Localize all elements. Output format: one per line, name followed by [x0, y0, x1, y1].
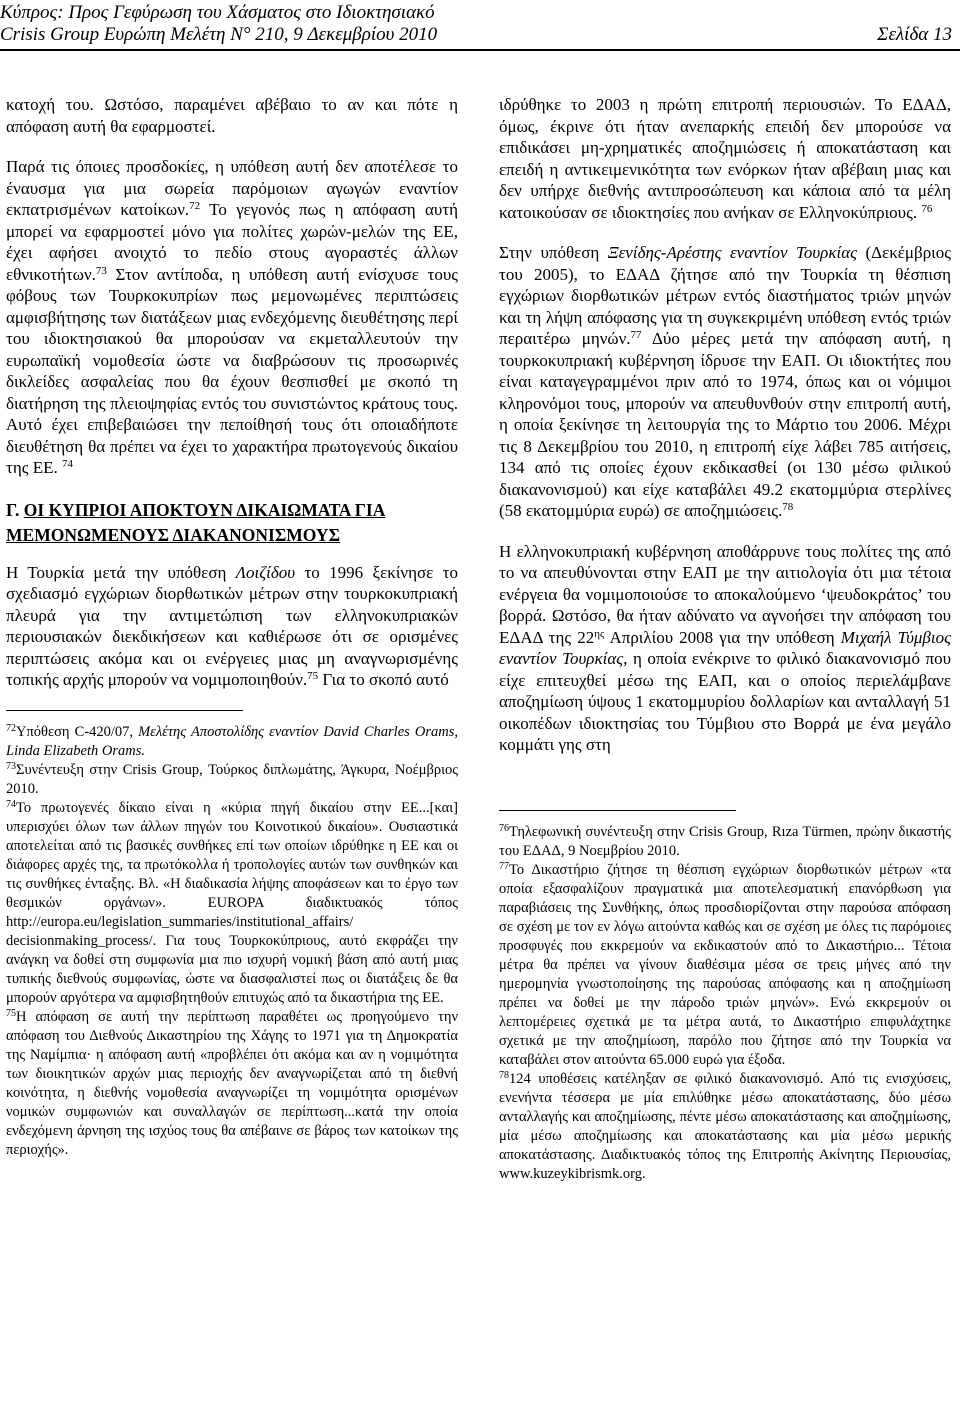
paragraph: κατοχή του. Ωστόσο, παραμένει αβέβαιο το αν και πότε η απόφαση αυτή θα εφαρμοστεί.	[6, 95, 458, 136]
paragraph: Στην υπόθεση Ξενίδης-Αρέστης εναντίον Τουρκίας (Δεκέμβριος του 2005), το ΕΔΑΔ ζήτησε από την Τουρκία τη θέσπιση εγχώριων διορθωτικών μέτρων εντός διαστήματος τριών μηνών και τη λήψη απόφασης για τη συγκεκριμένη υπόθεση εντός τριών περαιτέρω μηνών.$^{77}$ Δύο μέρες μετά την απόφαση αυτή, η τουρκοκυπριακή κυβέρνηση ίδρυσε την ΕΑΠ. Οι ιδιοκτήτες που είναι καταγεγραμμένοι πριν από το 1974, όπως και οι νόμιμοι κληρονόμοι τους, μπορούν να απευθυνθούν στην επιτροπή αυτή, η οποία ξεκίνησε τη λειτουργία της το Μάρτιο του 2006. Μέχρι τις 8 Δεκεμβρίου του 2010, η επιτροπή είχε λάβει 785 αιτήσεις, 134 από τις οποίες έχουν εκδικασθεί (οι 130 μέσω φιλικού διακανονισμού) και είχε καταβάλει 49.2 εκατομμύρια στερλίνες (58 εκατομμύρια ευρώ) σε αποζημιώσεις.$^{78}$	[499, 243, 951, 520]
running-header	[0, 2, 952, 46]
section-heading: Γ. ΟΙ ΚΥΠΡΙΟΙ ΑΠΟΚΤΟΥΝ ΔΙΚΑΙΩΜΑΤΑ ΓΙΑ ΜΕΜΟΝΩΜΕΝΟΥΣ ΔΙΑΚΑΝΟΝΙΣΜΟΥΣ	[6, 499, 386, 545]
right-column	[499, 94, 951, 1184]
footnote-ref[interactable]: 77	[630, 329, 642, 341]
paragraph: Η ελληνοκυπριακή κυβέρνηση αποθάρρυνε τους πολίτες της από το να απευθύνονται στην ΕΑΠ με την αιτιολογία ότι μια τέτοια ενέργεια θα νομιμοποιούσε το αποκαλούμενο ‘ψευδοκράτος’ του βορρά. Ωστόσο, θα ήταν αδύνατο να αγνοήσει την απόφαση του ΕΔΑΔ της $22^{\eta\varsigma}$ Απριλίου 2008 για την υπόθεση Μιχαήλ Τύμβιος εναντίον Τουρκίας, η οποία ενέκρινε το φιλικό διακανονισμό που είχε επιτευχθεί μέσω της ΕΑΠ, και ο οποίος περιελάμβανε αποζημίωση ύψους 1 εκατομμυρίου δολλαρίων και ανταλλαγή 51 οικοπέδων ιδιοκτησίας του Τύμβιου στο Βορρά με ένα μεγάλο κομμάτι γης στη	[499, 541, 951, 754]
footnote-rule	[6, 710, 243, 711]
footnote: $^{76}$Τηλεφωνική συνέντευξη στην Crisis Group, Rıza Türmen, πρώην δικαστής του ΕΔΑΔ, 9 Νοεμβρίου 2010.	[499, 822, 951, 859]
footnote: $^{74}$Το πρωτογενές δίκαιο είναι η «κύρια πηγή δικαίου στην ΕΕ...[και] υπερισχύει όλων των άλλων πηγών του Κοινοτικού δικαίου». Ουσιαστικά αποτελείται από τις βασικές συνθήκες επί των οποίων ιδρύθηκε η ΕΕ και οι διάφορες αρχές της, τα πρωτόκολλα ή τροπολογίες αυτών των συνθηκών και τις συνθήκες ένταξης. Βλ. «Η διαδικασία λήψης αποφάσεων και το έργο των θεσμικών οργάνων». EUROPA διαδικτυακός τόπος http://europa.eu/legislation_summaries/institutional_affairs/ decisionmaking_process/. Για τους Τουρκοκύπριους, αυτό εκφράζει την ανάγκη να δοθεί στη συμφωνία μια πιο ισχυρή νομική βάση από αυτή μιας τυπικής διεθνούς συμφωνίας, ώστε να διασφαλιστεί πως οι διατάξεις δε θα μπορούν αργότερα να αμφισβητηθούν επιτυχώς από τα δικαστήρια της ΕΕ.	[6, 798, 458, 1006]
footnote-ref[interactable]: 78	[782, 501, 794, 513]
footnote-ref[interactable]: 74	[61, 458, 73, 470]
paragraph: Η Τουρκία μετά την υπόθεση Λοιζίδου το 1996 ξεκίνησε το σχεδιασμό εγχώριων διορθωτικών μέτρων στην τουρκοκυπριακή πλευρά για την αντιμετώπιση των ελληνοκυπριακών περιουσιακών διεκδικήσεων και καθιέρωσε ότι σε ορισμένες περιπτώσεις ακόμα και οι ενέργειες μιας μη αναγνωρισμένης τοπικής αρχής μπορούν να νομιμοποιηθούν.$^{75}$ Για το σκοπό αυτό	[6, 562, 458, 689]
footnote: $^{73}$Συνέντευξη στην Crisis Group, Τούρκος διπλωμάτης, Άγκυρα, Νοέμβριος 2010.	[6, 760, 458, 797]
header-title: Κύπρος: Προς Γεφύρωση του Χάσματος στο Ιδιοκτησιακό	[0, 2, 435, 23]
footnote-ref[interactable]: 76	[921, 202, 933, 215]
paragraph: Παρά τις όποιες προσδοκίες, η υπόθεση αυτή δεν αποτέλεσε το έναυσμα για μια σωρεία παρόμοιων αγωγών εναντίον εκπατρισμένων κατοίκων.$^{72}$ Το γεγονός πως η απόφαση αυτή μπορεί να εφαρμοστεί μόνο για πολίτες χωρών-μελών της ΕΕ, έχει αφήσει ανοιχτό το πεδίο στους αγοραστές άλλων εθνικοτήτων.$^{73}$ Στον αντίποδα, η υπόθεση αυτή ενίσχυσε τους φόβους των Τουρκοκυπρίων πως μεμονωμένες περιπτώσεις αμφισβήτησης των διατάξεων μιας ενδεχόμενης διευθέτησης περί του ιδιοκτησιακού θα μπορούσαν να εκμεταλλευτούν την ευρωπαϊκή νομοθεσία ώστε να διαβρώσουν τις προσωρινές δικλείδες ασφαλείας που θα έχουν θεσπισθεί με σκοπό τη διατήρηση της πλειοψηφίας εντός του συνιστώντος κράτους τους. Αυτό έχει επιβεβαιώσει την πεποίθησή τους ότι οποιαδήποτε διευθέτηση θα πρέπει να έχει το χαρακτήρα πρωτογενούς δικαίου της ΕΕ. $^{74}$	[6, 157, 459, 477]
footnote: $^{75}$Η απόφαση σε αυτή την περίπτωση παραθέτει ως προηγούμενο την απόφαση του Διεθνούς Δικαστηρίου της Χάγης το 1971 για τη Δημοκρατία της Ναμίμπια· η απόφαση αυτή «προβλέπει ότι ακόμα και αν η νομιμότητα των διοικητικών αρχών μιας περιοχής δεν αναγνωρίζεται από τη διεθνή κοινότητα, η διεθνής νομοθεσία αναγνωρίζει τη νομιμότητα ορισμένων νομικών συμφωνιών και συναλλαγών σε περίπτωση...κατά την οποία ενδεχόμενη άρνηση της ισχύος τους θα απέβαινε σε βάρος των κατοίκων της περιοχής».	[6, 1007, 458, 1158]
footnote-ref[interactable]: 75	[307, 670, 319, 682]
footnote: $^{78}$124 υποθέσεις κατέληξαν σε φιλικό διακανονισμό. Από τις ενισχύσεις, ενενήντα τέσσερα με μία επιλύθηκε μέσω αποκατάστασης, δύο μέσω ανταλλαγής και αποζημίωσης, πέντε μέσω αποκατάστασης και αποζημίωσης, μία μέσω αποζημίωσης και αποκατάστασης και μία μέσω μερικής αποκατάστασης. Διαδικτυακός τόπος της Επιτροπής Ακίνητης Περιουσίας, www.kuzeykibrismk.org.	[499, 1069, 951, 1182]
footnote-rule	[499, 810, 736, 811]
footnote-ref[interactable]: 73	[95, 264, 107, 277]
header-report: Crisis Group Ευρώπη Μελέτη N° 210, 9 Δεκεμβρίου 2010	[0, 24, 438, 45]
header-rule	[0, 49, 960, 51]
footnote: $^{72}$Υπόθεση C-420/07, Μελέτης Αποστολίδης εναντίον David Charles Orams, Linda Elizabeth Orams.	[6, 722, 458, 759]
left-column	[6, 94, 458, 1160]
header-page-number: Σελίδα 13	[877, 24, 952, 45]
paragraph: ιδρύθηκε το 2003 η πρώτη επιτροπή περιουσιών. Το ΕΔΑΔ, όμως, έκρινε ότι ήταν ανεπαρκής επειδή δεν μπορούσε να επιδικάσει μη-χρηματικές αποζημιώσεις ή αποκατάσταση και επειδή η αντικειμενικότητα των ενόρκων ήταν αβέβαιη μιας και δεν υπήρχε διεθνής αντιπροσώπευση και κάποια από τα μέλη κατοικούσαν σε ιδιοκτησίες που ανήκαν σε Ελληνοκύπριους. $^{76}$	[499, 95, 951, 222]
footnote-ref[interactable]: 72	[189, 200, 201, 212]
footnote: $^{77}$Το Δικαστήριο ζήτησε τη θέσπιση εγχώριων διορθωτικών μέτρων «τα οποία εξασφαλίζουν πραγματικά μια αποτελεσματική επανόρθωση για παραβιάσεις της Συνθήκης, όπως προσδιορίζονται στην παρούσα απόφαση σε σχέση με τον εν λόγω αιτούντα καθώς και σε σχέση με όλες τις παρόμοιες προσφυγές που εκκρεμούν να εκδικαστούν από το Δικαστήριο... Τέτοια μέτρα θα πρέπει να γίνουν διαθέσιμα μέσα σε τρεις μήνες από την ημερομηνία γνωστοποίησης της παρούσας απόφασης και η αποζημίωση πρέπει να δοθεί με την πάροδο τριών μηνών». Ενώ εκκρεμούν οι λεπτομέρειες σχετικά με τα μέτρα αυτά, το Δικαστήριο επιφυλάχτηκε σχετικά με την αποζημίωση, παρόλο που ζήτησε από την Τουρκία να καταβάλει στον αιτούντα 65.000 ευρώ για έξοδα.	[499, 860, 951, 1068]
